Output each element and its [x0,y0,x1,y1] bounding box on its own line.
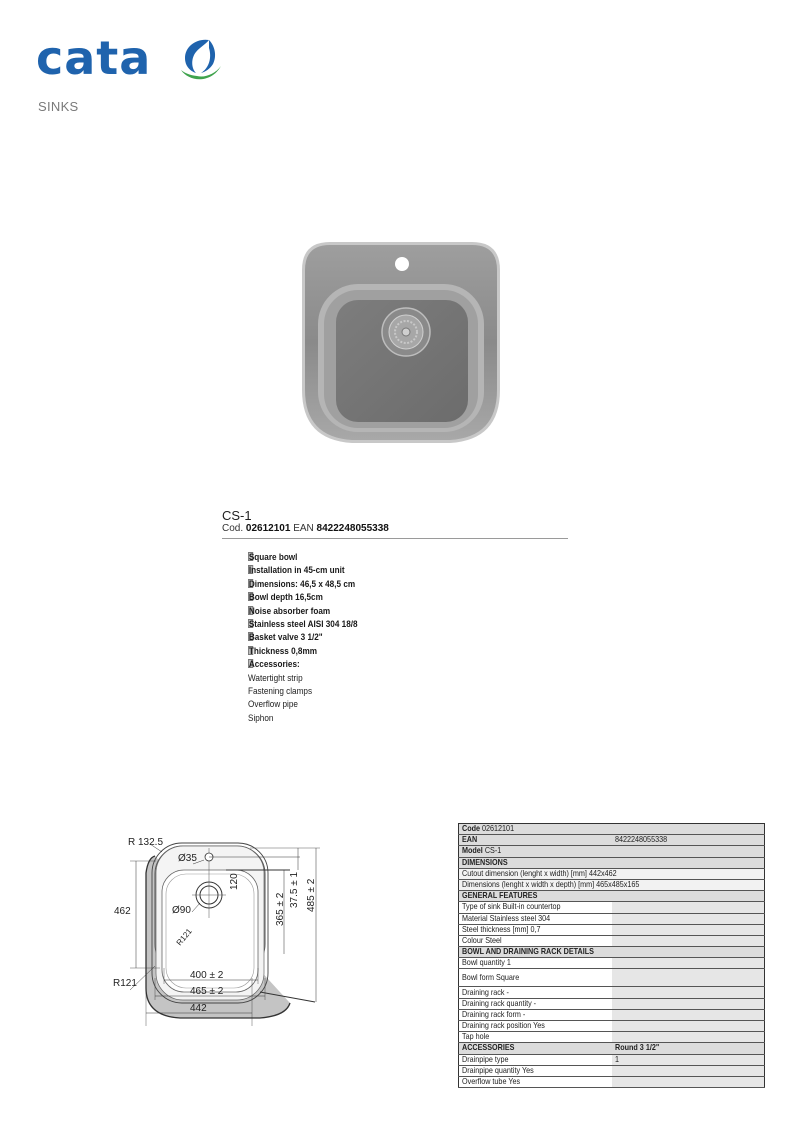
accessory-item: Watertight strip [248,672,303,684]
table-section-header: GENERAL FEATURES [459,891,765,902]
product-title-block [222,509,568,539]
table-section-header: BOWL AND DRAINING RACK DETAILS [459,947,765,958]
features-list [248,551,375,725]
table-row: Drainpipe type 1 [459,1054,765,1065]
code-label: Cod. [222,523,244,534]
dim-outer-radius: R121 [113,978,137,989]
cata-logo [36,31,221,86]
product-codes [222,523,568,535]
product-model: CS-1 [222,508,252,523]
feature-item: Installation in 45-cm unit [248,565,345,577]
table-row: Type of sink Built-in countertop [459,902,765,913]
table-row: Steel thickness [mm] 0,7 [459,924,765,935]
table-row: Bowl quantity 1 [459,958,765,969]
accessory-item: Overflow pipe [248,699,298,711]
table-row: Code 02612101 [459,824,765,835]
table-row: Overflow tube Yes [459,1076,765,1087]
table-section-header: DIMENSIONS [459,857,765,868]
product-code: 02612101 [245,523,291,534]
table-row: EAN 8422248055338 [459,835,765,846]
table-row: Bowl form Square [459,969,765,987]
feature-item-accessories-heading: Accessories: [248,659,300,671]
dim-bowl-width: 400 ± 2 [190,970,224,981]
feature-item: Basket valve 3 1/2" [248,632,323,644]
specifications-table [458,823,765,1088]
feature-item: Square bowl [248,552,298,563]
feature-item: Thickness 0,8mm [248,645,317,657]
table-row: Tap hole [459,1032,765,1043]
table-row: Draining rack - [459,987,765,998]
table-row: Model CS-1 [459,846,765,857]
feature-item: Dimensions: 46,5 x 48,5 cm [248,578,356,590]
sink-product-image [300,240,502,445]
dim-bowl-radius: R121 [174,926,194,948]
technical-drawing [100,828,330,1028]
table-row: Drainpipe quantity Yes [459,1065,765,1076]
dim-drain-offset: 120 [229,873,240,890]
dim-tap-offset: 37.5 ± 1 [289,871,300,908]
table-row: Colour Steel [459,935,765,946]
dim-tap-hole: Ø35 [178,853,197,864]
table-row: Cutout dimension (lenght x width) [mm] 442x462 [459,868,765,879]
accessory-item: Fastening clamps [248,686,313,698]
ean-label: EAN [293,523,314,534]
category-label: SINKS [38,99,79,114]
table-row: Draining rack quantity - [459,998,765,1009]
table-section-header: ACCESSORIES Round 3 1/2" [459,1043,765,1054]
dim-bowl-length: 365 ± 2 [275,892,286,926]
table-row: Draining rack position Yes [459,1021,765,1032]
table-row: Dimensions (lenght x width x depth) [mm] 465x485x165 [459,879,765,890]
feature-item: Stainless steel AISI 304 18/8 [248,619,358,631]
dim-total-height: 485 ± 2 [306,878,317,912]
table-row: Material Stainless steel 304 [459,913,765,924]
accessory-item: Siphon [248,712,274,724]
dim-cutout-height: 462 [114,906,131,917]
feature-item: Noise absorber foam [248,605,331,617]
dim-total-width: 465 ± 2 [190,986,224,997]
brand-wordmark: cata [36,31,152,85]
feature-item: Bowl depth 16,5cm [248,592,323,604]
dim-r-top: R 132.5 [128,837,164,848]
dim-cutout-width: 442 [190,1003,207,1014]
product-ean: 8422248055338 [316,523,389,534]
cata-swoosh-icon [179,36,223,84]
table-row: Draining rack form - [459,1009,765,1020]
dim-drain: Ø90 [172,905,191,916]
